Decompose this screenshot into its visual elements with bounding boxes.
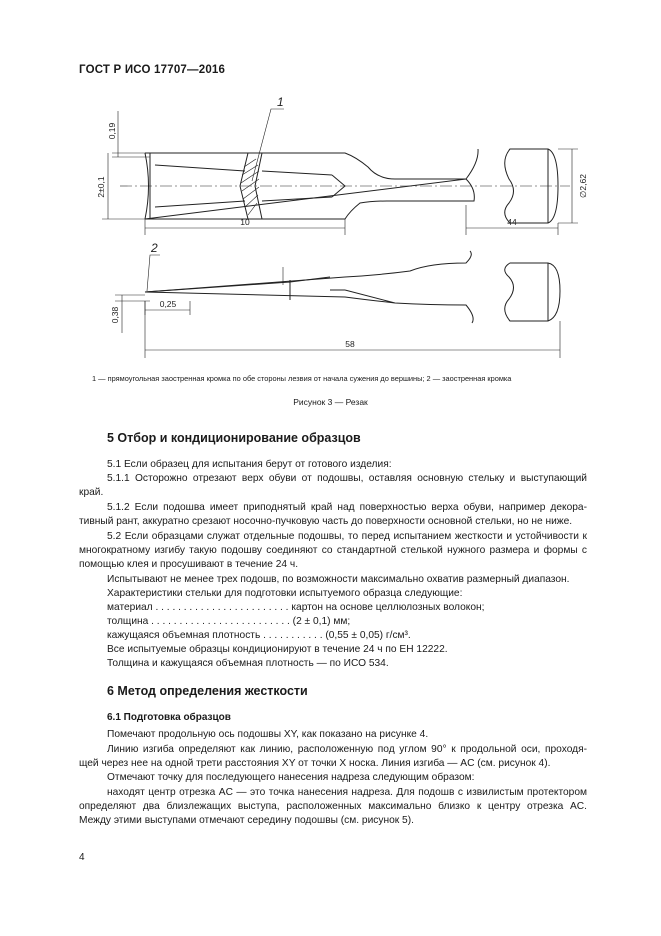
dim-diameter: ∅2,62 [578, 174, 588, 198]
para-5-2: 5.2 Если образцами служат отдельные подошвы, то перед испытанием жесткости и устойчивости к [107, 531, 587, 542]
cutter-side-outline [145, 251, 473, 323]
para-5-1: 5.1 Если образец для испытания берут от готового изделия: [107, 459, 392, 470]
callout-2: 2 [151, 241, 158, 255]
para-6-1-axis: Помечают продольную ось подошвы XY, как показано на рисунке 4. [107, 729, 429, 740]
spec-row: материал . . . . . . . . . . . . . . . . . . . . . . . . картон на основе целлюлозных волокон; [107, 602, 485, 613]
para-test: Испытывают не менее трех подошв, по возможности максимально охватив размерный диапазон. [107, 574, 570, 585]
para-5-2-cont1: многократному изгибу такую подошву соединяют со стандартной стелькой нужного размера и формы с [79, 545, 587, 556]
dim-10: 10 [240, 217, 250, 227]
para-characteristics: Характеристики стельки для подготовки испытуемого образца следующие: [107, 588, 463, 599]
para-5-2-cont2: помощью клея и просушивают в течение 24 ч. [79, 559, 299, 570]
para-6-1-line: Линию изгиба определяют как линию, расположенную под углом 90° к продольной оси, проходя- [107, 744, 587, 755]
dim-44: 44 [507, 217, 517, 227]
section6-heading: 6 Метод определения жесткости [107, 684, 308, 698]
spec-row: кажущаяся объемная плотность . . . . . . . . . . . (0,55 ± 0,05) г/см³. [107, 630, 411, 641]
para-6-1-center-cont: определяют два близлежащих выступа, расположенных максимально близко к центру отрезка AC. [79, 801, 587, 812]
para-5-1-2: 5.1.2 Если подошва имеет приподнятый край над поверхностью верха обуви, например декора- [107, 502, 587, 513]
dim-025: 0,25 [159, 299, 177, 309]
cutter-top-outline [145, 149, 478, 219]
para-5-1-2-cont: тивный рант, аккуратно срезают носочно-пучковую часть до поверхности основной стельки, но не ниже. [79, 516, 573, 527]
cutter-side-handle [505, 263, 560, 321]
para-5-1-1-cont: край. [79, 487, 104, 498]
section5-heading: 5 Отбор и кондиционирование образцов [107, 431, 361, 445]
figure-title: Рисунок 3 — Резак [293, 397, 368, 407]
para-thickness: Толщина и кажущаяся объемная плотность — по ИСО 534. [107, 658, 389, 669]
para-6-1-line-cont: щей через нее на одной трети расстояния XY от точки X носка. Линия изгиба — AC (см. рисунок 4). [79, 758, 551, 769]
spec-row: толщина . . . . . . . . . . . . . . . . . . . . . . . . . (2 ± 0,1) мм; [107, 616, 351, 627]
para-5-1-1: 5.1.1 Осторожно отрезают верх обуви от подошвы, оставляя основную стельку и выступающий [107, 473, 587, 484]
callout-1: 1 [277, 95, 284, 109]
page-number: 4 [79, 852, 85, 863]
para-6-1-center-end: Между этими выступами отмечают середину подошвы (см. рисунок 5). [79, 815, 414, 826]
para-6-1-mark: Отмечают точку для последующего нанесения надреза следующим образом: [107, 772, 475, 783]
para-conditioning: Все испытуемые образцы кондиционируют в течение 24 ч по ЕН 12222. [107, 644, 448, 655]
figure-caption: 1 — прямоугольная заостренная кромка по обе стороны лезвия от начала сужения до вершины; 2 — заостренная кромка [92, 374, 512, 383]
cutter-drawing [0, 95, 661, 395]
standard-header: ГОСТ Р ИСО 17707—2016 [79, 64, 226, 76]
subsection-6-1: 6.1 Подготовка образцов [107, 712, 231, 723]
dim-038: 0,38 [110, 306, 120, 324]
para-6-1-center: находят центр отрезка AC — это точка нанесения надреза. Для подошв с извилистым протектором [107, 787, 587, 798]
dim-58: 58 [345, 339, 355, 349]
dim-2-0-1: 2±0,1 [96, 176, 106, 198]
dim-019: 0,19 [107, 122, 117, 140]
